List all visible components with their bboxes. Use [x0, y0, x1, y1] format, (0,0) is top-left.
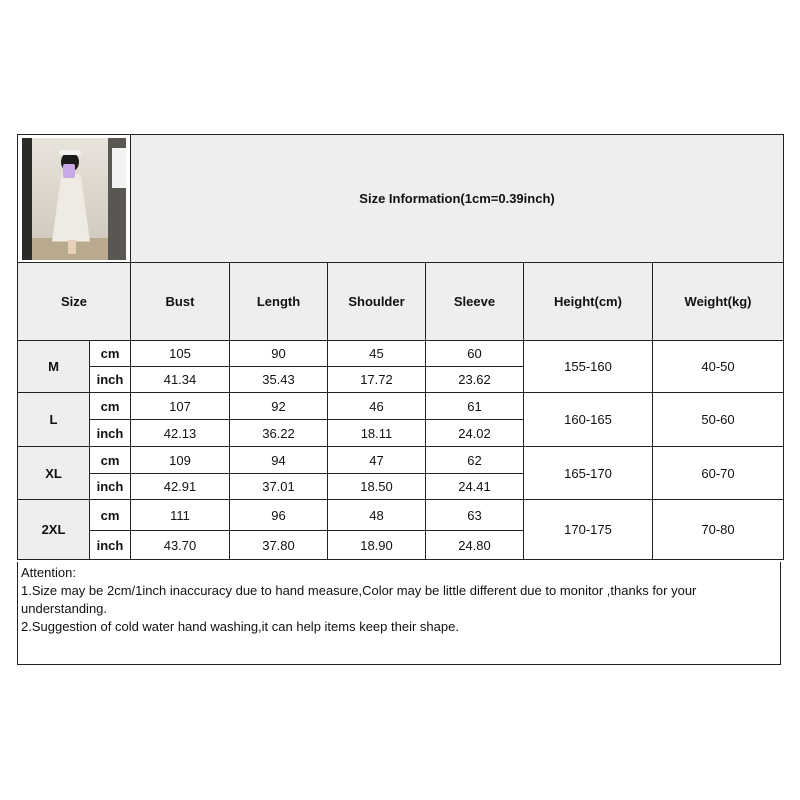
value-cell: 37.80 — [230, 531, 328, 560]
unit-cell: cm — [90, 393, 131, 420]
value-cell: 107 — [131, 393, 230, 420]
value-cell: 46 — [328, 393, 426, 420]
value-cell: 42.13 — [131, 420, 230, 447]
column-header-bust: Bust — [131, 263, 230, 341]
weight-cell: 50-60 — [653, 393, 784, 447]
attention-note-1: 1.Size may be 2cm/1inch inaccuracy due to hand measure,Color may be little different due to monitor ,thanks for your understanding. — [21, 583, 697, 616]
size-cell: M — [18, 341, 90, 393]
column-header-weight: Weight(kg) — [653, 263, 784, 341]
value-cell: 92 — [230, 393, 328, 420]
value-cell: 41.34 — [131, 367, 230, 393]
attention-notes — [17, 562, 781, 665]
value-cell: 18.11 — [328, 420, 426, 447]
value-cell: 61 — [426, 393, 524, 420]
value-cell: 109 — [131, 447, 230, 474]
column-header-height: Height(cm) — [524, 263, 653, 341]
value-cell: 63 — [426, 500, 524, 531]
table-row — [18, 341, 784, 367]
table-row — [18, 500, 784, 531]
unit-cell: cm — [90, 500, 131, 531]
column-header-shoulder: Shoulder — [328, 263, 426, 341]
size-table — [17, 134, 784, 560]
weight-cell: 60-70 — [653, 447, 784, 500]
unit-cell: cm — [90, 341, 131, 367]
value-cell: 23.62 — [426, 367, 524, 393]
value-cell: 35.43 — [230, 367, 328, 393]
value-cell: 18.90 — [328, 531, 426, 560]
size-header: Size — [18, 263, 131, 341]
size-chart — [17, 134, 783, 666]
height-cell: 160-165 — [524, 393, 653, 447]
value-cell: 111 — [131, 500, 230, 531]
value-cell: 24.02 — [426, 420, 524, 447]
product-photo-cell — [18, 135, 131, 263]
size-cell: 2XL — [18, 500, 90, 560]
value-cell: 24.41 — [426, 474, 524, 500]
value-cell: 18.50 — [328, 474, 426, 500]
product-photo — [22, 138, 126, 260]
value-cell: 96 — [230, 500, 328, 531]
value-cell: 42.91 — [131, 474, 230, 500]
value-cell: 37.01 — [230, 474, 328, 500]
table-row — [18, 447, 784, 474]
unit-cell: inch — [90, 531, 131, 560]
value-cell: 60 — [426, 341, 524, 367]
unit-cell: inch — [90, 367, 131, 393]
value-cell: 62 — [426, 447, 524, 474]
chart-title: Size Information(1cm=0.39inch) — [131, 135, 784, 263]
attention-note-2: 2.Suggestion of cold water hand washing,it can help items keep their shape. — [21, 619, 459, 634]
height-cell: 170-175 — [524, 500, 653, 560]
height-cell: 155-160 — [524, 341, 653, 393]
value-cell: 105 — [131, 341, 230, 367]
weight-cell: 70-80 — [653, 500, 784, 560]
column-header-sleeve: Sleeve — [426, 263, 524, 341]
value-cell: 90 — [230, 341, 328, 367]
attention-heading: Attention: — [21, 565, 76, 580]
height-cell: 165-170 — [524, 447, 653, 500]
value-cell: 43.70 — [131, 531, 230, 560]
size-cell: L — [18, 393, 90, 447]
table-row — [18, 393, 784, 420]
value-cell: 47 — [328, 447, 426, 474]
value-cell: 36.22 — [230, 420, 328, 447]
weight-cell: 40-50 — [653, 341, 784, 393]
size-cell: XL — [18, 447, 90, 500]
value-cell: 17.72 — [328, 367, 426, 393]
value-cell: 94 — [230, 447, 328, 474]
unit-cell: cm — [90, 447, 131, 474]
column-header-length: Length — [230, 263, 328, 341]
unit-cell: inch — [90, 420, 131, 447]
value-cell: 45 — [328, 341, 426, 367]
unit-cell: inch — [90, 474, 131, 500]
value-cell: 48 — [328, 500, 426, 531]
value-cell: 24.80 — [426, 531, 524, 560]
